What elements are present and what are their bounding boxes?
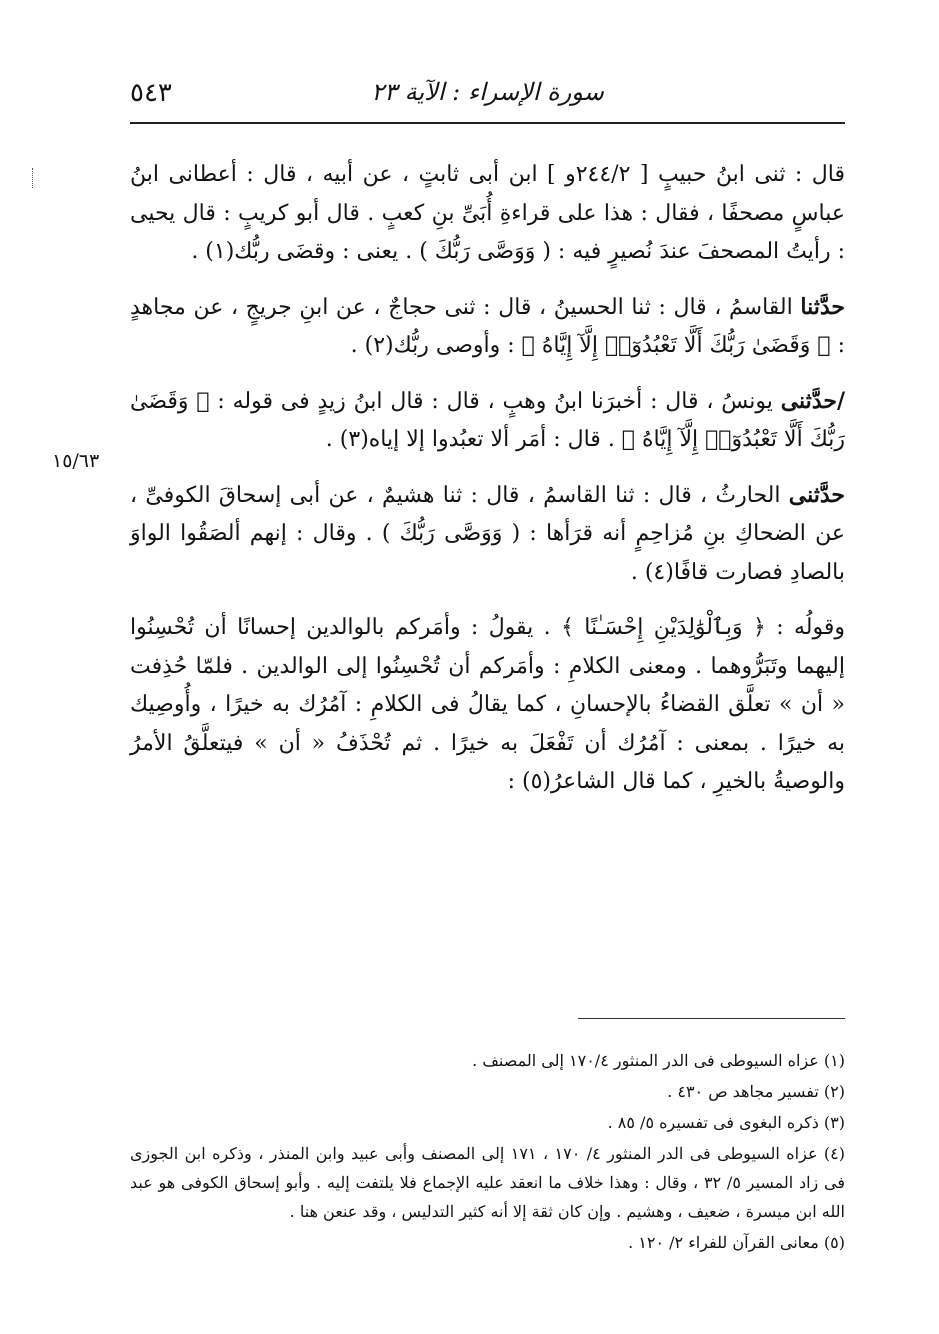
paragraph-lead: /حدَّثنى: [780, 387, 845, 414]
margin-mark: [32, 168, 34, 188]
paragraph-1: [130, 155, 845, 272]
margin-page-reference: ١٥/٦٣: [52, 450, 100, 472]
page-number: ٥٤٣: [130, 78, 172, 108]
page-header: [130, 78, 845, 118]
footnote-2: (٢) تفسير مجاهد ص ٤٣٠ .: [667, 1082, 845, 1101]
paragraph-4: [130, 476, 845, 593]
paragraph-text: قال : ثنى ابنُ حبيبٍ [ ٢٤٤/٢و ] ابن أبى ثابتٍ ، عن أبيه ، قال : أعطانى ابنُ عباسٍ مصحفًا ، فقال : هذا على قراءةِ أُبَىِّ بنِ كعبٍ . قال أبو كريبٍ : قال يحيى : رأيتُ المصحفَ عندَ نُصيرٍ فيه : ( وَوَصَّى رَبُّكَ ) . يعنى : وقضَى ربُّك(١) .: [130, 162, 845, 264]
footnote-separator: [578, 1018, 845, 1019]
paragraph-text: وقولُه : ﴿ وَبِٱلْوَٰلِدَيْنِ إِحْسَـٰنًا ﴾ . يقولُ : وأمَركم بالوالدين إحسانًا أن تُحْسِنُوا إليهما وتَبَرُّوهما . ومعنى الكلامِ : وأمَركم أن تُحْسِنُوا إلى الوالدين . فلمّا حُذِفت « أن » تعلَّق القضاءُ بالإحسانِ ، كما يقالُ فى الكلامِ : آمُرُك به خيرًا ، وأُوصِيك به خيرًا . بمعنى : آمُرُك أن تَفْعَلَ به خيرًا . ثم تُحْذَفُ « أن » فيتعلَّقُ الأمرُ والوصيةُ بالخيرِ ، كما قال الشاعرُ(٥) :: [130, 615, 846, 794]
paragraph-lead: حدَّثنى: [788, 481, 845, 508]
footnote-5: (٥) معانى القرآن للفراء ٢/ ١٢٠ .: [628, 1233, 845, 1252]
paragraph-text: الحارثُ ، قال : ثنا القاسمُ ، قال : ثنا هشيمٌ ، عن أبى إسحاقَ الكوفىِّ ، عن الضحاكِ بنِ مُزاحِمٍ أنه قرَأها : ( وَوَصَّى رَبُّكَ ) . وقال : إنهم ألصَقُوا الواوَ بالصادِ فصارت قافًا(٤) .: [130, 482, 845, 585]
main-text: [130, 155, 845, 818]
footnote-4: (٤) عزاه السيوطى فى الدر المنثور ٤/ ١٧٠ ، ١٧١ إلى المصنف وأبى عبيد وابن المنذر ، وذكره ابن الجوزى فى زاد المسير ٥/ ٣٢ ، وقال : وهذا خلاف ما انعقد عليه الإجماع فلا يلتفت إليه . وأبو إسحاق الكوفى هو عبد الله ابن ميسرة ، ضعيف ، وهشيم . وإن كان ثقة إلا أنه كثير التدليس ، وقد عنعن هنا .: [130, 1144, 846, 1221]
paragraph-text: يونسُ ، قال : أخبرَنا ابنُ وهبٍ ، قال : قال ابنُ زيدٍ فى قوله : ﴿ وَقَضَىٰ رَبُّكَ أَلَّا تَعْبُدُوٓا۟ إِلَّآ إِيَّاهُ ﴾ . قال : أمَر ألا تعبُدوا إلا إياه(٣) .: [130, 388, 845, 452]
paragraph-3: [130, 382, 845, 460]
footnotes: [130, 1046, 845, 1259]
paragraph-5: [130, 608, 845, 802]
footnote-1: (١) عزاه السيوطى فى الدر المنثور ١٧٠/٤ إلى المصنف .: [472, 1051, 845, 1070]
paragraph-text: القاسمُ ، قال : ثنا الحسينُ ، قال : ثنى حجاجٌ ، عن ابنِ جريجٍ ، عن مجاهدٍ : ﴿ وَقَضَىٰ رَبُّكَ أَلَّا تَعْبُدُوٓا۟ إِلَّآ إِيَّاهُ ﴾ : وأوصى ربُّك(٢) .: [130, 294, 845, 358]
paragraph-lead: حدَّثنا: [800, 293, 845, 320]
paragraph-2: [130, 288, 845, 366]
running-title: سورة الإسراء : الآية ٢٣: [371, 78, 604, 106]
header-rule: [130, 122, 845, 124]
footnote-3: (٣) ذكره البغوى فى تفسيره ٥/ ٨٥ .: [607, 1113, 845, 1132]
